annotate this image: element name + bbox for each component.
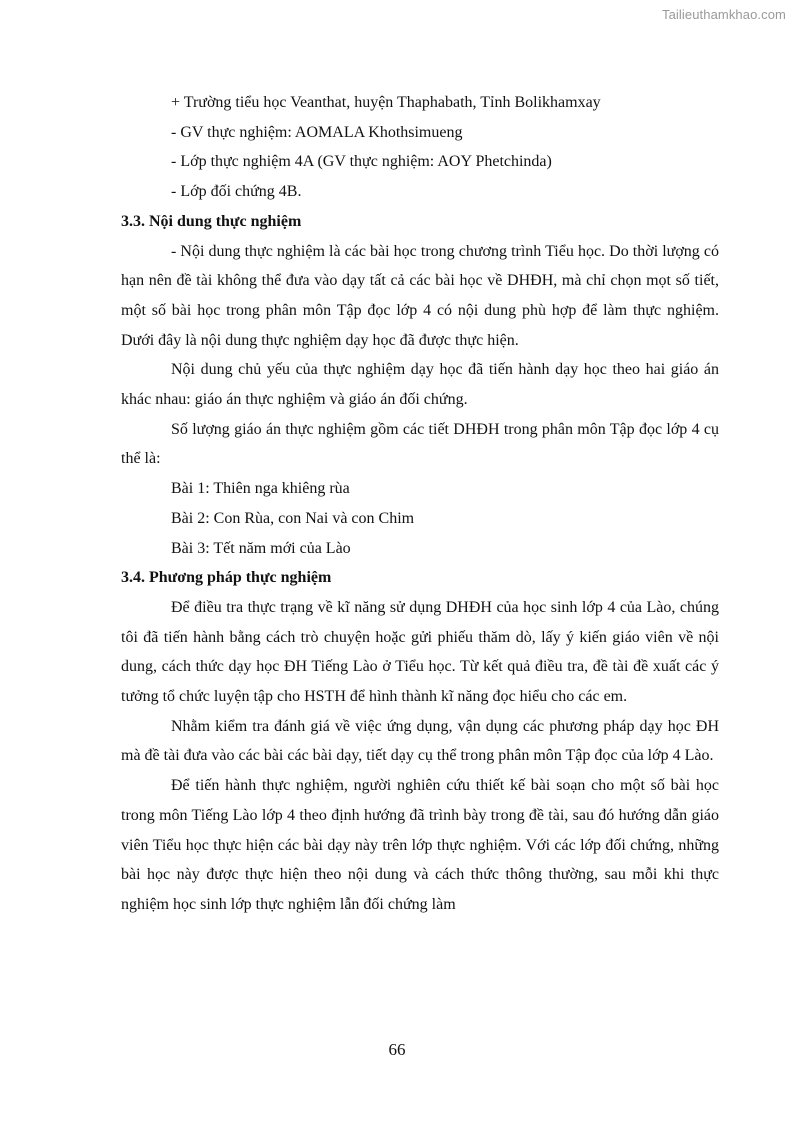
page-body <box>121 88 719 920</box>
page-number: 66 <box>388 1040 406 1059</box>
section-heading-3-3: 3.3. Nội dung thực nghiệm <box>121 212 302 230</box>
section-heading-3-4: 3.4. Phương pháp thực nghiệm <box>121 569 332 587</box>
paragraph: Số lượng giáo án thực nghiệm gồm các tiết DHĐH trong phân môn Tập đọc lớp 4 cụ thể là: <box>121 420 719 468</box>
line-control-class: - Lớp đối chứng 4B. <box>171 183 302 201</box>
lesson-item: Bài 3: Tết năm mới của Lào <box>171 539 351 557</box>
paragraph: - Nội dung thực nghiệm là các bài học trong chương trình Tiểu học. Do thời lượng có hạn nên đề tài không thể đưa vào dạy tất cả các bài học về DHĐH, mà chỉ chọn mọt số tiết, một số bài học trong phân môn Tập đọc lớp 4 có nội dung phù hợp để làm thực nghiệm. Dưới đây là nội dung thực nghiệm dạy học đã được thực hiện. <box>121 242 719 349</box>
line-teacher: - GV thực nghiệm: AOMALA Khothsimueng <box>171 123 463 141</box>
paragraph: Để điều tra thực trạng về kĩ năng sử dụng DHĐH của học sinh lớp 4 của Lào, chúng tôi đã tiến hành bằng cách trò chuyện hoặc gửi phiếu thăm dò, lấy ý kiến giáo viên về nội dung, cách thức dạy học ĐH Tiếng Lào ở Tiểu học. Từ kết quả điều tra, đề tài đề xuất các ý tưởng tổ chức luyện tập cho HSTH để hình thành kĩ năng đọc hiểu cho các em. <box>121 598 719 706</box>
paragraph: Nhằm kiểm tra đánh giá về việc ứng dụng, vận dụng các phương pháp dạy học ĐH mà đề tài đưa vào các bài các bài dạy, tiết dạy cụ thể trong phân môn Tập đọc của lớp 4 Lào. <box>121 717 719 765</box>
lesson-item: Bài 1: Thiên nga khiêng rùa <box>171 480 350 498</box>
line-experimental-class: - Lớp thực nghiệm 4A (GV thực nghiệm: AOY Phetchinda) <box>171 153 552 171</box>
paragraph: Để tiến hành thực nghiệm, người nghiên cứu thiết kế bài soạn cho một số bài học trong môn Tiếng Lào lớp 4 theo định hướng đã trình bày trong đề tài, sau đó hướng dẫn giáo viên Tiểu học thực hiện các bài dạy này trên lớp thực nghiệm. Với các lớp đối chứng, những bài học này được thực hiện theo nội dung và cách thức thông thường, sau mỗi khi thực nghiệm học sinh lớp thực nghiệm lẫn đối chứng làm <box>121 777 719 913</box>
watermark: Tailieuthamkhao.com <box>661 7 786 22</box>
paragraph: Nội dung chủ yếu của thực nghiệm dạy học đã tiến hành dạy học theo hai giáo án khác nhau: giáo án thực nghiệm và giáo án đối chứng. <box>121 361 719 409</box>
lesson-item: Bài 2: Con Rùa, con Nai và con Chim <box>171 509 415 527</box>
line-school: + Trường tiểu học Veanthat, huyện Thaphabath, Tỉnh Bolikhamxay <box>171 94 601 111</box>
